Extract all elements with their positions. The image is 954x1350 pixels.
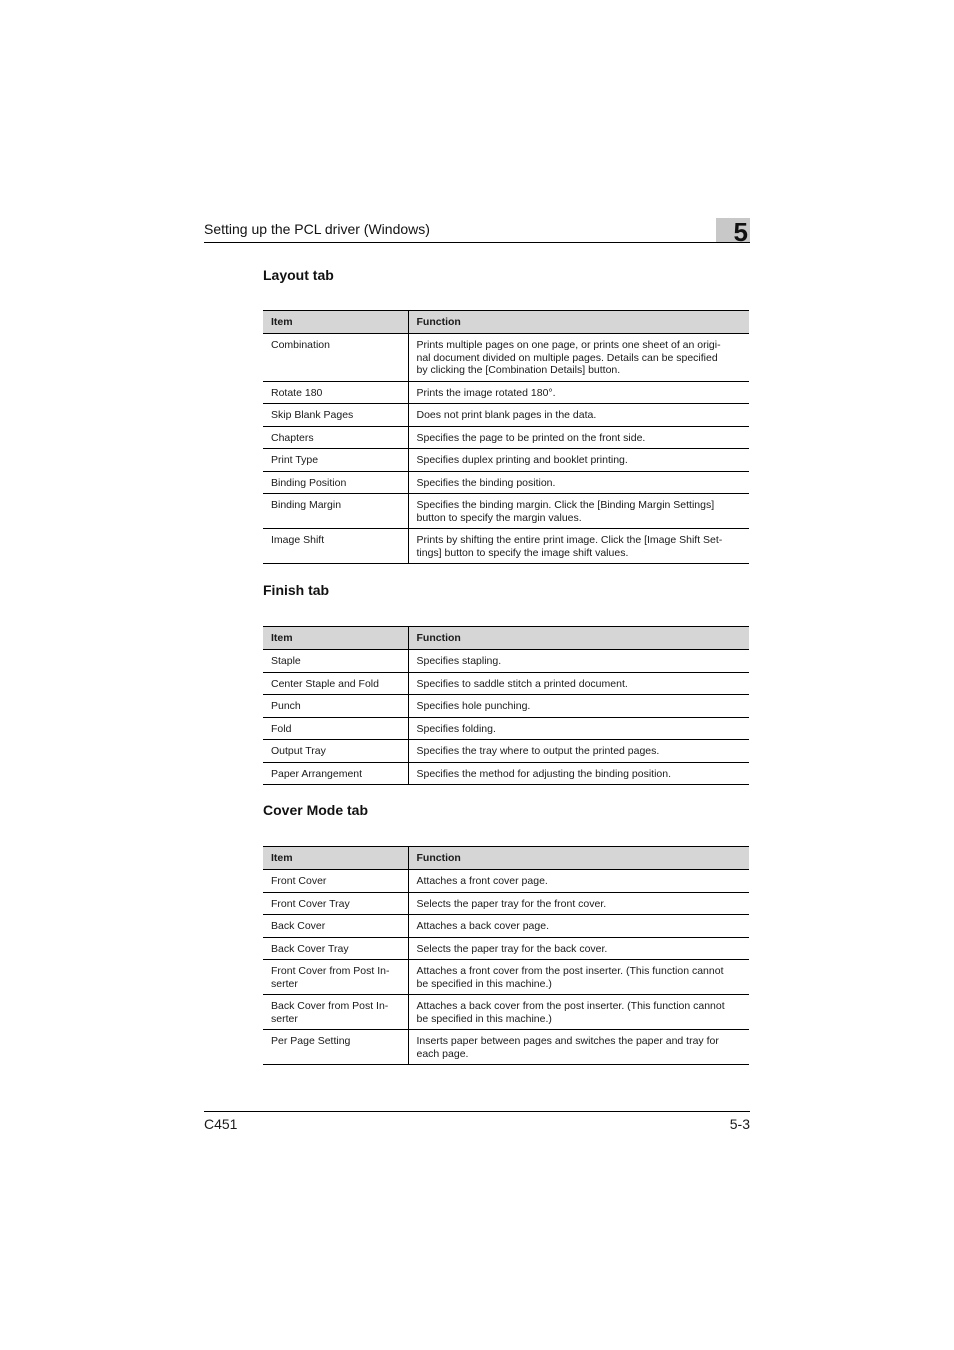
chapter-badge — [716, 217, 750, 247]
table-header-row — [263, 847, 749, 870]
item-cell: Rotate 180 — [263, 381, 408, 404]
section-title-layout-tab: Layout tab — [263, 267, 334, 283]
function-cell: Specifies the binding margin. Click the [Binding Margin Settings] button to specify the margin values. — [408, 494, 749, 529]
function-cell: Specifies the binding position. — [408, 471, 749, 494]
table-row — [263, 995, 749, 1030]
function-cell: Prints the image rotated 180°. — [408, 381, 749, 404]
function-cell: Attaches a back cover from the post inserter. (This function cannot be specified in this machine.) — [408, 995, 749, 1030]
item-cell: Combination — [263, 334, 408, 382]
item-cell: Back Cover — [263, 915, 408, 938]
table-row — [263, 937, 749, 960]
section-title-cover-mode-tab: Cover Mode tab — [263, 802, 369, 818]
table-row — [263, 717, 749, 740]
table-row — [263, 529, 749, 564]
function-cell: Selects the paper tray for the back cover. — [408, 937, 749, 960]
page-header — [204, 217, 750, 247]
function-cell: Attaches a front cover page. — [408, 870, 749, 893]
column-header-function: Function — [408, 847, 749, 870]
table-row — [263, 381, 749, 404]
column-header-item: Item — [263, 847, 408, 870]
item-cell: Front Cover from Post In- serter — [263, 960, 408, 995]
function-cell: Selects the paper tray for the front cover. — [408, 892, 749, 915]
table-row — [263, 892, 749, 915]
table-row — [263, 672, 749, 695]
table-row — [263, 449, 749, 472]
function-cell: Specifies folding. — [408, 717, 749, 740]
cover-mode-tab-table — [263, 846, 749, 1065]
function-cell: Attaches a back cover page. — [408, 915, 749, 938]
column-header-item: Item — [263, 627, 408, 650]
table-row — [263, 426, 749, 449]
item-cell: Image Shift — [263, 529, 408, 564]
section-title-finish-tab: Finish tab — [263, 582, 330, 598]
table-row — [263, 870, 749, 893]
item-cell: Front Cover Tray — [263, 892, 408, 915]
table-row — [263, 471, 749, 494]
table-row — [263, 960, 749, 995]
table-row — [263, 404, 749, 427]
function-cell: Does not print blank pages in the data. — [408, 404, 749, 427]
function-cell: Specifies hole punching. — [408, 695, 749, 718]
item-cell: Punch — [263, 695, 408, 718]
item-cell: Back Cover Tray — [263, 937, 408, 960]
function-cell: Specifies duplex printing and booklet printing. — [408, 449, 749, 472]
function-cell: Inserts paper between pages and switches the paper and tray for each page. — [408, 1030, 749, 1065]
function-cell: Attaches a front cover from the post inserter. (This function cannot be specified in this machine.) — [408, 960, 749, 995]
table-row — [263, 915, 749, 938]
item-cell: Skip Blank Pages — [263, 404, 408, 427]
item-cell: Center Staple and Fold — [263, 672, 408, 695]
function-cell: Specifies the method for adjusting the binding position. — [408, 762, 749, 785]
page-footer — [204, 1111, 750, 1132]
item-cell: Staple — [263, 650, 408, 673]
footer-page-number: 5-3 — [729, 1116, 750, 1132]
item-cell: Binding Margin — [263, 494, 408, 529]
item-cell: Chapters — [263, 426, 408, 449]
table-row — [263, 650, 749, 673]
table-header-row — [263, 311, 749, 334]
footer-model: C451 — [204, 1116, 238, 1132]
item-cell: Paper Arrangement — [263, 762, 408, 785]
item-cell: Back Cover from Post In- serter — [263, 995, 408, 1030]
column-header-function: Function — [408, 311, 749, 334]
column-header-item: Item — [263, 311, 408, 334]
table-row — [263, 740, 749, 763]
chapter-number: 5 — [733, 217, 748, 247]
item-cell: Per Page Setting — [263, 1030, 408, 1065]
header-title: Setting up the PCL driver (Windows) — [204, 221, 430, 237]
function-cell: Prints by shifting the entire print image. Click the [Image Shift Set- tings] button to specify the image shift values. — [408, 529, 749, 564]
table-header-row — [263, 627, 749, 650]
layout-tab-table — [263, 310, 749, 564]
item-cell: Binding Position — [263, 471, 408, 494]
finish-tab-table — [263, 626, 749, 785]
function-cell: Specifies the tray where to output the printed pages. — [408, 740, 749, 763]
table-row — [263, 494, 749, 529]
item-cell: Fold — [263, 717, 408, 740]
table-row — [263, 762, 749, 785]
table-row — [263, 334, 749, 382]
table-row — [263, 1030, 749, 1065]
item-cell: Front Cover — [263, 870, 408, 893]
item-cell: Output Tray — [263, 740, 408, 763]
item-cell: Print Type — [263, 449, 408, 472]
function-cell: Specifies stapling. — [408, 650, 749, 673]
column-header-function: Function — [408, 627, 749, 650]
table-row — [263, 695, 749, 718]
function-cell: Specifies to saddle stitch a printed document. — [408, 672, 749, 695]
function-cell: Specifies the page to be printed on the front side. — [408, 426, 749, 449]
function-cell: Prints multiple pages on one page, or prints one sheet of an origi- nal document divided on multiple pages. Details can be specified by clicking the [Combination Details] button. — [408, 334, 749, 382]
